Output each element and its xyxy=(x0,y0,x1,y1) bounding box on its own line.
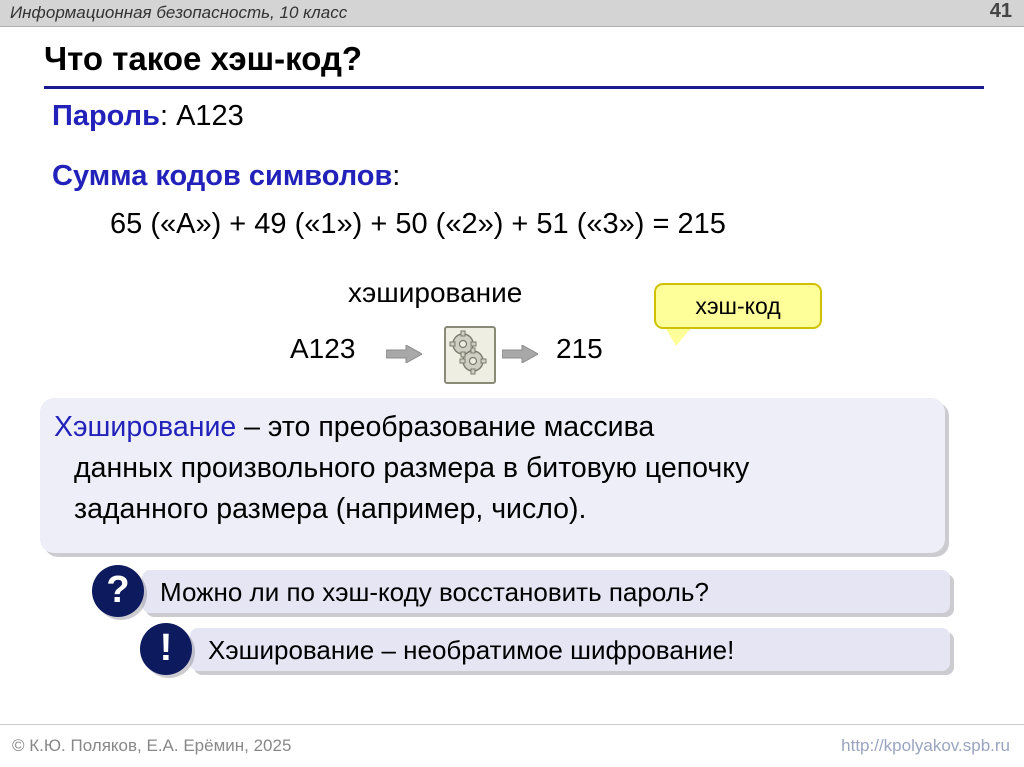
password-separator: : xyxy=(159,100,177,132)
sum-separator: : xyxy=(392,160,401,192)
page-number: 41 xyxy=(989,0,1012,22)
title-divider xyxy=(44,86,984,89)
sum-label-line xyxy=(52,160,400,193)
answer-badge: ! xyxy=(140,623,192,675)
footer-copyright: © К.Ю. Поляков, Е.А. Ерёмин, 2025 xyxy=(12,736,292,755)
definition-line2: данных произвольного размера в битовую цепочку xyxy=(74,452,750,484)
definition-box xyxy=(40,398,945,553)
page-title: Что такое хэш-код? xyxy=(44,40,363,77)
hash-output-value: 215 xyxy=(556,333,603,364)
footer-url: http://kpolyakov.spb.ru xyxy=(841,736,1010,755)
password-label: Пароль xyxy=(52,100,160,132)
footer-divider xyxy=(0,724,1024,725)
hash-code-callout-label: хэш-код xyxy=(695,293,781,319)
definition-line3: заданного размера (например, число). xyxy=(74,493,587,525)
question-badge: ? xyxy=(92,565,144,617)
arrow-right-icon-2 xyxy=(502,345,538,363)
question-text: Можно ли по хэш-коду восстановить пароль? xyxy=(160,577,709,607)
gears-icon xyxy=(444,326,496,384)
course-title: Информационная безопасность, 10 класс xyxy=(10,3,348,22)
definition-line1: – это преобразование массива xyxy=(236,411,655,443)
password-line xyxy=(52,100,244,133)
arrow-right-icon xyxy=(386,345,422,363)
password-value: A123 xyxy=(176,100,244,132)
answer-text: Хэширование – необратимое шифрование! xyxy=(208,635,735,665)
sum-label: Сумма кодов символов xyxy=(52,160,393,192)
sum-equation: 65 («A») + 49 («1») + 50 («2») + 51 («3») = 215 xyxy=(110,208,726,240)
definition-text xyxy=(54,407,934,530)
hash-input-value: A123 xyxy=(290,333,356,364)
definition-term: Хэширование xyxy=(54,411,237,443)
hashing-process-label: хэширование xyxy=(348,277,523,308)
hash-code-callout xyxy=(654,283,822,329)
